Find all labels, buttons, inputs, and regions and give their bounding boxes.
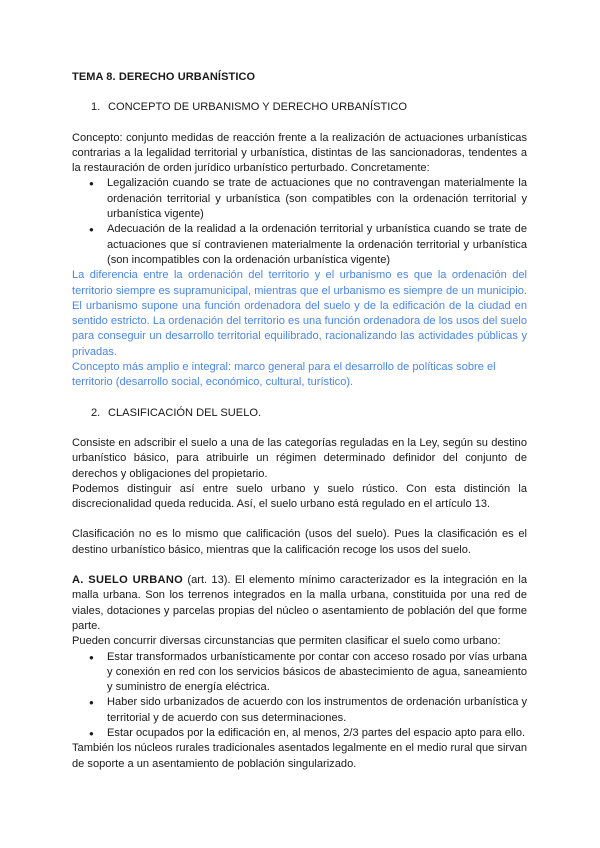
classification-paragraph: Consiste en adscribir el suelo a una de las categorías reguladas en la Ley, según su destino urbanístico básico, para atribuirle un régimen determinado definidor del conjunto de derechos y obligaciones del propietario.: [72, 436, 527, 480]
concept-paragraph: Concepto: conjunto medidas de reacción frente a la realización de actuaciones urbanísticas contrarias a la legalidad territorial y urbanística, distintas de las sancionadoras, tendentes a la restauración de orden jurídico urbanístico perturbado. Concretamente:: [72, 131, 527, 175]
distinction-paragraph: Podemos distinguir así entre suelo urbano y suelo rústico. Con esta distinción la discrecionalidad queda reducida. Así, el suelo urbano está regulado en el artículo 13.: [72, 482, 527, 511]
section-2-title: CLASIFICACIÓN DEL SUELO.: [108, 406, 262, 419]
rural-nuclei-paragraph: También los núcleos rurales tradicionales asentados legalmente en el medio rural que sirvan de soporte a un asentamiento de población singularizado.: [72, 742, 527, 770]
list-item: ● Legalización cuando se trate de actuaciones que no contravengan materialmente la ordenación territorial y urbanística (son compatibles con la ordenación territorial y urbanística vigente): [72, 176, 527, 222]
suelo-urbano-label: A. SUELO URBANO: [72, 574, 184, 587]
list-item: ● Estar ocupados por la edificación en, al menos, 2/3 partes del espacio apto para ello.: [72, 726, 527, 741]
section-2-heading: [91, 406, 527, 421]
list-item: ● Adecuación de la realidad a la ordenación territorial y urbanística cuando se trate de actuaciones que sí contravienen materialmente la ordenación territorial y urbanística (son incompatibles con la ordenación urbanística vigente): [72, 222, 527, 268]
section-2-number: 2.: [91, 406, 101, 419]
suelo-urbano-text: (art. 13). El elemento mínimo caracterizador es la integración en la malla urbana. Son los terrenos integrados en la malla urbana, constituida por una red de viales, dotaciones y parcelas propias del núcleo o asentamiento de población del que forme parte.: [72, 574, 528, 632]
section-1-title: CONCEPTO DE URBANISMO Y DERECHO URBANÍSTICO: [108, 101, 407, 114]
section-1-heading: [91, 100, 527, 115]
blue-difference-paragraph: La diferencia entre la ordenación del territorio y el urbanismo es que la ordenación del territorio siempre es supramunicipal, mientras que el urbanismo es siempre de un municipio. El urbanismo supone una función ordenadora del suelo y de la edificación de la ciudad en sentido estricto. La ordenación del territorio es una función ordenadora de los usos del suelo para conseguir un desarrollo territorial equilibrado, racionalizando las actividades públicas y privadas.: [72, 269, 527, 358]
section-1-number: 1.: [91, 101, 101, 114]
calificacion-paragraph: Clasificación no es lo mismo que calificación (usos del suelo). Pues la clasificación es el destino urbanístico básico, mientras que la calificación recoge los usos del suelo.: [72, 528, 527, 556]
list-item: ● Estar transformados urbanísticamente por contar con acceso rosado por vías urbana y conexión en red con los servicios básicos de abastecimiento de agua, saneamiento y suministro de energía eléctrica.: [72, 650, 527, 696]
suelo-urbano-paragraph: [72, 573, 527, 634]
circumstances-bullet-list: [72, 650, 527, 742]
circumstances-intro: Pueden concurrir diversas circunstancias que permiten clasificar el suelo como urbano:: [72, 635, 501, 648]
blue-concept-paragraph: Concepto más amplio e integral: marco general para el desarrollo de políticas sobre el territorio (desarrollo social, económico, cultural, turístico).: [72, 361, 496, 389]
document-body: [72, 70, 527, 772]
list-item: ● Haber sido urbanizados de acuerdo con los instrumentos de ordenación urbanística y territorial y de acuerdo con sus determinaciones.: [72, 695, 527, 726]
document-title: TEMA 8. DERECHO URBANÍSTICO: [72, 71, 256, 83]
concept-bullet-list: [72, 176, 527, 268]
